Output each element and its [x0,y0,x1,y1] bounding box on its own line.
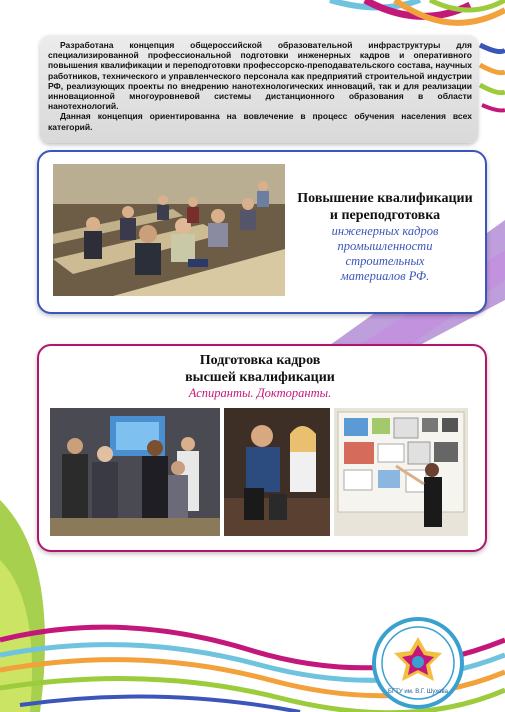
university-logo-icon [370,615,466,711]
training-title-line-2: и переподготовка [329,208,441,223]
higher-title-line-1: Подготовка кадров [199,353,321,368]
poster-presentation-photo [334,408,468,536]
lab-group-photo [50,408,220,536]
training-subtitle-line-2: промышленности [337,239,433,253]
training-subtitle-line-3: строительных [345,254,425,268]
intro-paragraph-1: Разработана концепция общероссийской образовательной инфраструктуры для специализированной профессиональной подготовки инженерных кадров и оперативного повышения квалификации и переподготовки профессорско-преподавательского состава, научных работников, технического и управленческого персонала как предприятий строительной индустрии РФ, реализующих проекты по внедрению нанотехнологических инноваций, так и для реализации инновационной многоуровневой системы дистанционного образования в области нанотехнологий. [48,40,472,112]
training-subtitle-line-4: материалов РФ. [340,269,430,283]
higher-title-line-2: высшей квалификации [185,370,335,385]
higher-subtitle: Аспиранты. Докторанты. [188,386,332,400]
lab-equipment-photo [224,408,330,536]
classroom-photo [53,164,285,296]
higher-card-title [100,352,420,401]
intro-text [48,40,472,132]
logo-text: БГТУ им. В.Г. Шухова [388,689,448,695]
training-subtitle-line-1: инженерных кадров [331,224,439,238]
intro-paragraph-2: Данная концепция ориентированна на вовлечение в процесс обучения населения всех категорий. [48,111,472,132]
training-title-line-1: Повышение квалификации [297,191,473,206]
training-card-title [290,190,480,284]
